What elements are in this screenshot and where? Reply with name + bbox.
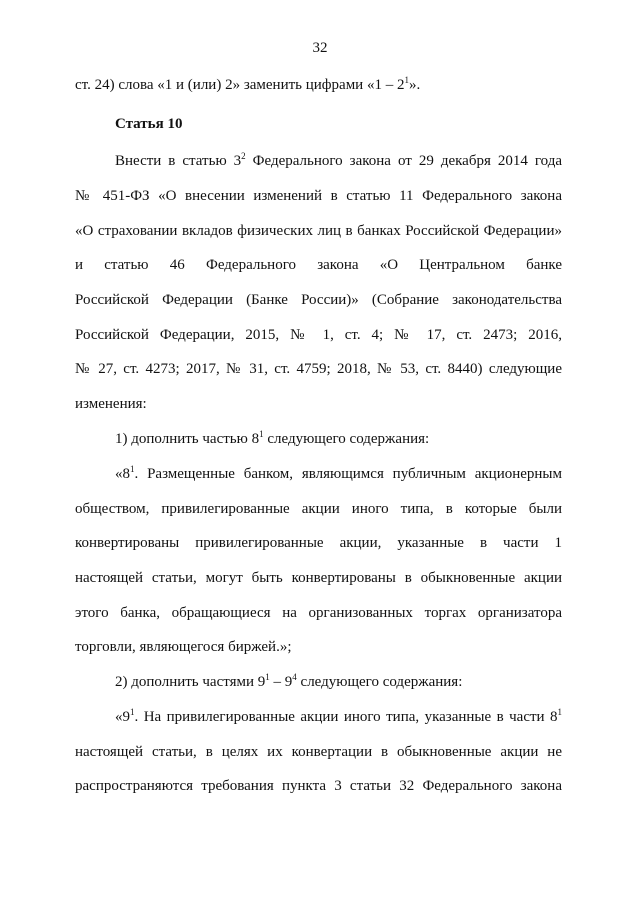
- text-span: следующего содержания:: [263, 431, 430, 447]
- text-span: ».: [408, 77, 421, 93]
- text-line: [115, 430, 562, 448]
- superscript: 1: [404, 75, 409, 85]
- superscript: 1: [130, 707, 135, 717]
- text-line: настоящей статьи, в целях их конвертации в обыкновенные акции не: [75, 744, 562, 760]
- text-line: Российской Федерации (Банке России)» (Собрание законодательства: [75, 292, 562, 308]
- text-span: Внести в статью 3: [115, 153, 242, 169]
- text-line: торговли, являющегося биржей.»;: [75, 639, 292, 655]
- text-line: этого банка, обращающиеся на организованных торгах организатора: [75, 605, 562, 621]
- text-line: настоящей статьи, могут быть конвертированы в обыкновенные акции: [75, 570, 562, 586]
- text-line: [115, 673, 562, 691]
- text-span: ст. 24) слова «1 и (или) 2» заменить цифрами «1 – 2: [75, 77, 405, 93]
- text-line: [115, 152, 562, 170]
- text-line: [75, 76, 562, 94]
- text-line: № 27, ст. 4273; 2017, № 31, ст. 4759; 2018, № 53, ст. 8440) следующие: [75, 361, 562, 377]
- text-line: и статью 46 Федерального закона «О Центральном банке: [75, 257, 562, 273]
- text-span: . На привилегированные акции иного типа, указанные в части 8: [134, 709, 558, 725]
- text-span: следующего содержания:: [296, 674, 463, 690]
- text-span: «8: [115, 466, 130, 482]
- text-line: «О страховании вкладов физических лиц в банках Российской Федерации»: [75, 223, 562, 239]
- superscript: 4: [292, 672, 297, 682]
- page-number: 32: [312, 40, 328, 56]
- text-span: «9: [115, 709, 130, 725]
- text-line: [115, 708, 562, 726]
- text-line: конвертированы привилегированные акции, указанные в части 1: [75, 535, 562, 551]
- text-line: распространяются требования пункта 3 статьи 32 Федерального закона: [75, 778, 562, 794]
- superscript: 1: [259, 429, 264, 439]
- text-span: – 9: [269, 674, 293, 690]
- text-line: обществом, привилегированные акции иного типа, в которые были: [75, 501, 562, 517]
- article-heading: Статья 10: [115, 116, 183, 132]
- text-line: [115, 465, 562, 483]
- superscript: 2: [241, 151, 246, 161]
- text-line: изменения:: [75, 396, 147, 412]
- text-span: . Размещенные банком, являющимся публичным акционерным: [134, 466, 562, 482]
- text-line: Российской Федерации, 2015, № 1, ст. 4; № 17, ст. 2473; 2016,: [75, 327, 562, 343]
- text-span: 1) дополнить частью 8: [115, 431, 260, 447]
- text-line: № 451-ФЗ «О внесении изменений в статью 11 Федерального закона: [75, 188, 562, 204]
- text-span: 2) дополнить частями 9: [115, 674, 266, 690]
- text-span: Федерального закона от 29 декабря 2014 года: [245, 153, 562, 169]
- superscript: 1: [557, 707, 562, 717]
- superscript: 1: [265, 672, 270, 682]
- superscript: 1: [130, 464, 135, 474]
